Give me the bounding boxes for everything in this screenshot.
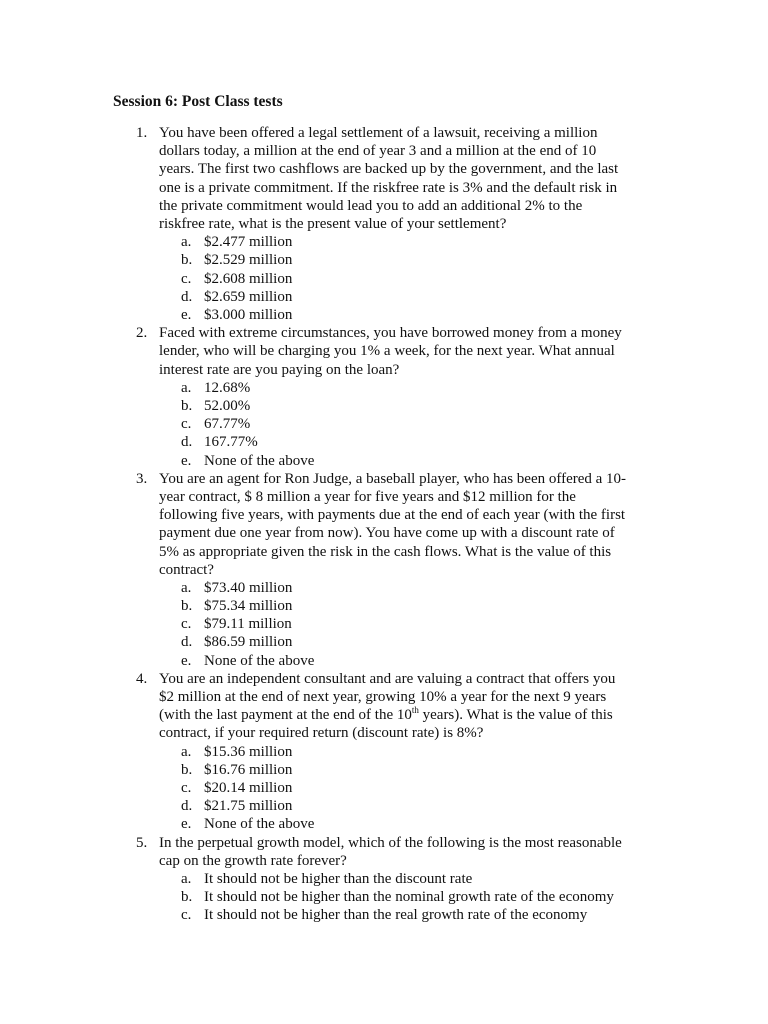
question-line: following five years, with payments due at the end of each year (with the first xyxy=(159,507,626,524)
question-line: You have been offered a legal settlement of a lawsuit, receiving a million xyxy=(159,125,598,141)
answer-option xyxy=(0,815,768,833)
page-title: Session 6: Post Class tests xyxy=(113,93,283,110)
option-text: None of the above xyxy=(204,452,315,469)
option-label: c. xyxy=(181,616,192,633)
answer-option xyxy=(0,233,768,251)
question-text xyxy=(159,324,659,379)
option-text: $73.40 million xyxy=(204,579,293,596)
answer-option xyxy=(0,797,768,815)
question-line: lender, who will be charging you 1% a week, for the next year. What annual xyxy=(159,343,615,360)
question-line: years. The first two cashflows are backed up by the government, and the last xyxy=(159,161,619,178)
option-text: It should not be higher than the nominal growth rate of the economy xyxy=(204,889,614,906)
option-label: b. xyxy=(181,761,193,778)
question-line: You are an agent for Ron Judge, a baseball player, who has been offered a 10- xyxy=(159,470,627,487)
option-text: $2.659 million xyxy=(204,288,293,305)
question-1 xyxy=(0,124,768,324)
option-label: b. xyxy=(181,252,193,269)
option-label: a. xyxy=(181,579,192,596)
answer-option xyxy=(0,633,768,651)
answer-option xyxy=(0,615,768,633)
question-line: 5% as appropriate given the risk in the cash flows. What is the value of this xyxy=(159,543,612,560)
answer-option xyxy=(0,597,768,615)
answer-options xyxy=(0,743,768,834)
question-number: 4. xyxy=(136,670,148,687)
option-label: d. xyxy=(181,434,193,451)
answer-option xyxy=(0,761,768,779)
answer-option xyxy=(0,433,768,451)
option-label: d. xyxy=(181,288,193,305)
question-line: contract, if your required return (discount rate) is 8%? xyxy=(159,725,484,742)
option-label: c. xyxy=(181,780,192,797)
answer-option xyxy=(0,779,768,797)
question-number: 2. xyxy=(136,325,148,342)
question-line: one is a private commitment. If the riskfree rate is 3% and the default risk in xyxy=(159,179,618,196)
question-text xyxy=(159,470,659,579)
option-label: e. xyxy=(181,816,192,833)
option-text: $15.36 million xyxy=(204,743,293,760)
question-line: riskfree rate, what is the present value of your settlement? xyxy=(159,216,507,233)
question-number: 3. xyxy=(136,470,148,487)
answer-options xyxy=(0,233,768,324)
question-line: the private commitment would lead you to add an additional 2% to the xyxy=(159,197,583,214)
option-text: 52.00% xyxy=(204,397,251,414)
option-text: $3.000 million xyxy=(204,306,293,323)
answer-option xyxy=(0,579,768,597)
question-text xyxy=(159,670,659,743)
question-text xyxy=(159,834,659,870)
option-label: b. xyxy=(181,598,193,615)
answer-option xyxy=(0,452,768,470)
answer-option xyxy=(0,288,768,306)
answer-options xyxy=(0,870,768,925)
option-label: a. xyxy=(181,871,192,888)
option-text: $20.14 million xyxy=(204,780,293,797)
option-text: $21.75 million xyxy=(204,798,293,815)
question-line: (with the last payment at the end of the 10 xyxy=(159,707,412,724)
answer-option xyxy=(0,270,768,288)
answer-option xyxy=(0,743,768,761)
option-text: $2.608 million xyxy=(204,270,293,287)
option-text: 12.68% xyxy=(204,379,251,396)
answer-option xyxy=(0,906,768,924)
option-label: e. xyxy=(181,452,192,469)
option-label: a. xyxy=(181,234,192,251)
option-text: It should not be higher than the real growth rate of the economy xyxy=(204,907,588,924)
option-label: d. xyxy=(181,798,193,815)
question-line: dollars today, a million at the end of year 3 and a million at the end of 10 xyxy=(159,143,597,160)
question-line: years). What is the value of this xyxy=(418,707,613,724)
option-label: e. xyxy=(181,306,192,323)
option-text: None of the above xyxy=(204,816,315,833)
option-text: $2.529 million xyxy=(204,252,293,269)
answer-option xyxy=(0,251,768,269)
question-text xyxy=(159,124,659,233)
question-line: year contract, $ 8 million a year for five years and $12 million for the xyxy=(159,488,576,505)
answer-option xyxy=(0,379,768,397)
option-text: $16.76 million xyxy=(204,761,293,778)
question-line: In the perpetual growth model, which of the following is the most reasonable xyxy=(159,834,622,851)
option-label: a. xyxy=(181,379,192,396)
option-label: b. xyxy=(181,889,193,906)
option-label: c. xyxy=(181,907,192,924)
option-label: c. xyxy=(181,416,192,433)
question-line: $2 million at the end of next year, growing 10% a year for the next 9 years xyxy=(159,689,607,706)
option-label: a. xyxy=(181,743,192,760)
question-line: contract? xyxy=(159,561,214,578)
option-text: $2.477 million xyxy=(204,234,293,251)
question-number: 5. xyxy=(136,834,148,851)
question-line: payment due one year from now). You have come up with a discount rate of xyxy=(159,525,615,542)
answer-options xyxy=(0,379,768,470)
question-line: cap on the growth rate forever? xyxy=(159,852,347,869)
option-text: $75.34 million xyxy=(204,598,293,615)
option-label: d. xyxy=(181,634,193,651)
question-5 xyxy=(0,834,768,925)
question-2 xyxy=(0,324,768,470)
option-text: It should not be higher than the discount rate xyxy=(204,871,473,888)
question-line: Faced with extreme circumstances, you have borrowed money from a money xyxy=(159,325,622,342)
question-number: 1. xyxy=(136,125,148,141)
answer-option xyxy=(0,652,768,670)
answer-option xyxy=(0,415,768,433)
option-text: None of the above xyxy=(204,652,315,669)
option-text: 167.77% xyxy=(204,434,258,451)
answer-option xyxy=(0,306,768,324)
question-3 xyxy=(0,470,768,670)
answer-option xyxy=(0,870,768,888)
option-text: $86.59 million xyxy=(204,634,293,651)
answer-options xyxy=(0,579,768,670)
question-list xyxy=(0,124,768,925)
option-label: b. xyxy=(181,397,193,414)
answer-option xyxy=(0,397,768,415)
question-line: You are an independent consultant and are valuing a contract that offers you xyxy=(159,670,616,687)
option-label: c. xyxy=(181,270,192,287)
question-line: interest rate are you paying on the loan? xyxy=(159,361,400,378)
superscript-ordinal: th xyxy=(411,705,419,716)
option-text: $79.11 million xyxy=(204,616,292,633)
answer-option xyxy=(0,888,768,906)
option-text: 67.77% xyxy=(204,416,251,433)
question-4 xyxy=(0,670,768,834)
option-label: e. xyxy=(181,652,192,669)
